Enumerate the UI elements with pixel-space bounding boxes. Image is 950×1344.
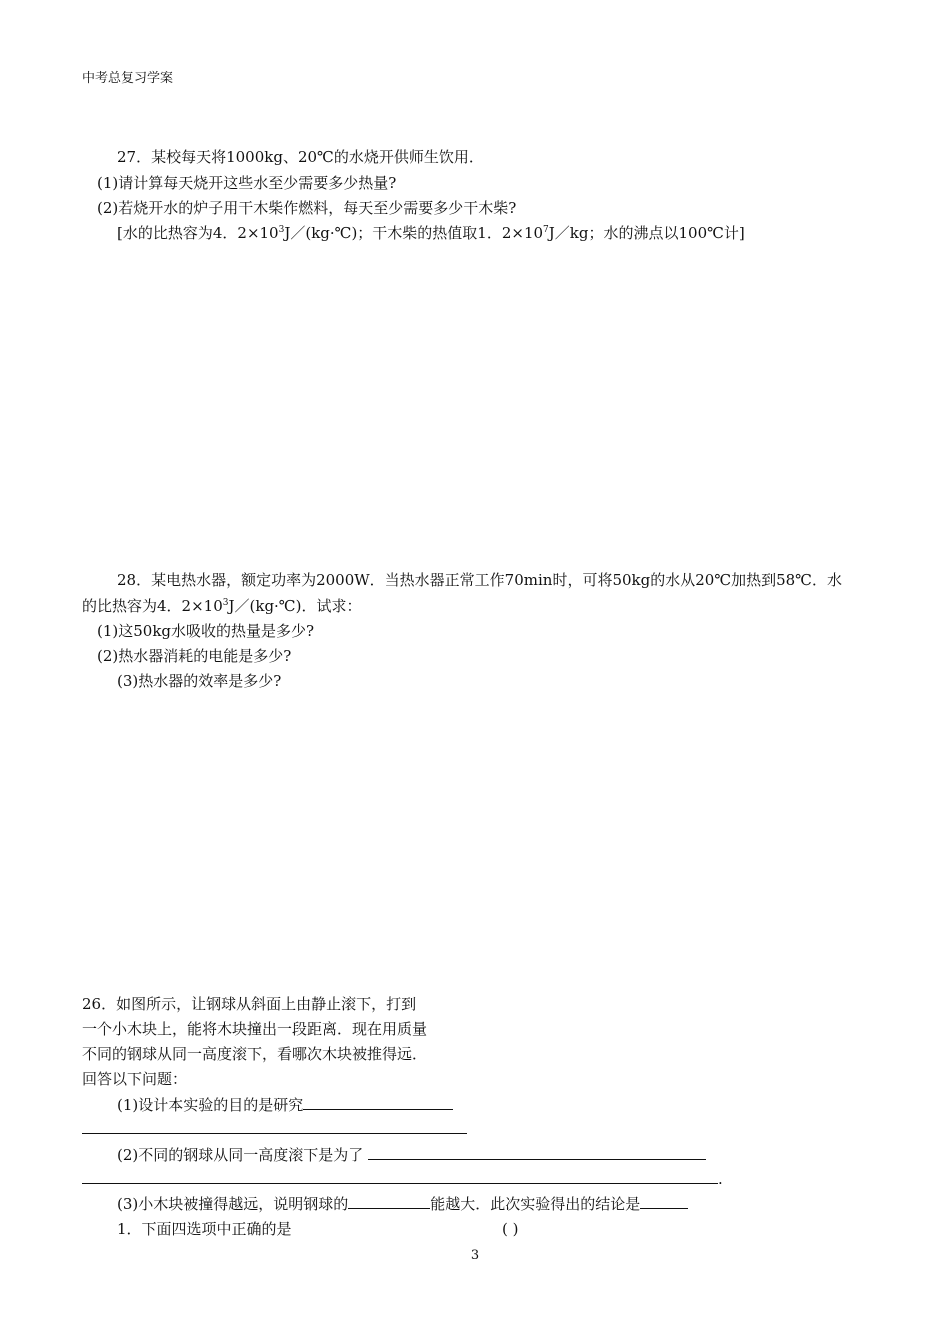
answer-blank-3a[interactable] [348,1194,430,1209]
q28-stem2-a: 的比热容为4．2×10 [82,597,223,615]
answer-blank-2a[interactable] [368,1145,706,1160]
q28-stem2-exp: 3 [222,598,229,608]
q27-given-c: J／kg；水的沸点以100℃计] [548,224,745,242]
page-header: 中考总复习学案 [82,71,174,86]
q27-given-exp2: 7 [543,225,549,235]
q28-part3: (3)热水器的效率是多少? [117,672,282,690]
q27-given [117,223,745,243]
q26-part2-cont [82,1169,723,1189]
answer-blank-1a[interactable] [303,1095,453,1110]
q26-line1: 26．如图所示，让钢球从斜面上由静止滚下，打到 [82,995,417,1013]
q27-given-exp1: 3 [278,225,285,235]
q27-part1: (1)请计算每天烧开这些水至少需要多少热量? [97,174,397,192]
q27-given-b: J／(kg·℃)；干木柴的热值取1．2×10 [284,224,544,242]
answer-blank-2b[interactable] [82,1169,718,1184]
q28-part1: (1)这50kg水吸收的热量是多少? [97,622,315,640]
q26-part3-text-b: 能越大．此次实验得出的结论是 [430,1195,641,1213]
q27-given-a: [水的比热容为4．2×10 [117,224,279,242]
q26-part3 [117,1194,688,1214]
q26-part1 [117,1095,453,1115]
q26-line2: 一个小木块上，能将木块撞出一段距离．现在用质量 [82,1020,428,1038]
q1-stem: 1．下面四选项中正确的是 [117,1220,292,1238]
q26-period: . [718,1170,723,1188]
q26-part2 [117,1145,706,1165]
q28-stem2-b: J／(kg·℃)．试求： [228,597,362,615]
q27-stem: 27．某校每天将1000kg、20℃的水烧开供师生饮用． [117,148,484,166]
q26-line4: 回答以下问题： [82,1070,188,1088]
q26-part3-text-a: (3)小木块被撞得越远，说明钢球的 [117,1195,349,1213]
q26-part2-text: (2)不同的钢球从同一高度滚下是为了 [117,1146,364,1164]
q26-part1-cont [82,1119,467,1139]
answer-blank-1b[interactable] [82,1119,467,1134]
page-number: 3 [470,1248,480,1263]
q26-part1-text: (1)设计本实验的目的是研究 [117,1096,304,1114]
q1-answer-paren[interactable]: ( ) [502,1220,519,1238]
answer-blank-3b[interactable] [640,1194,688,1209]
q26-line3: 不同的钢球从同一高度滚下，看哪次木块被推得远． [82,1045,428,1063]
q28-stem-continued [82,596,361,616]
q28-part2: (2)热水器消耗的电能是多少? [97,647,292,665]
q27-part2: (2)若烧开水的炉子用干木柴作燃料，每天至少需要多少干木柴? [97,199,517,217]
q28-stem: 28．某电热水器，额定功率为2000W．当热水器正常工作70min时，可将50kg的水从20℃加热到58℃．水 [117,571,842,589]
